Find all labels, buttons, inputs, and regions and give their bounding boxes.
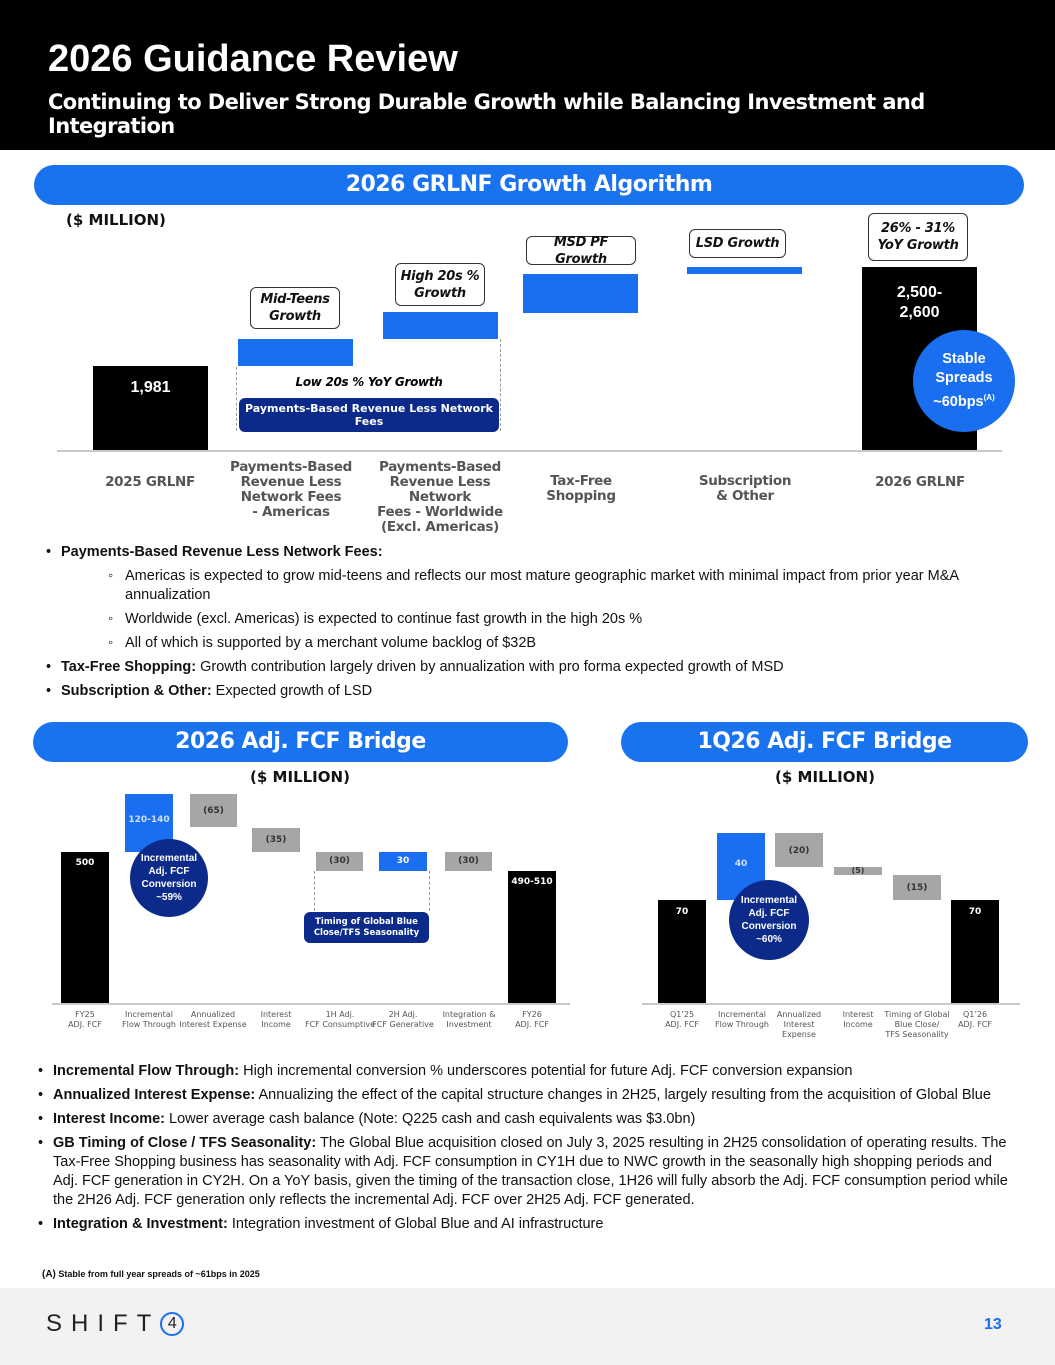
xlabel-incremental: Incremental Flow Through	[122, 1010, 176, 1029]
value-label-2025: 1,981	[130, 379, 171, 396]
bar-worldwide	[383, 312, 498, 339]
bar-fy26	[508, 871, 556, 1003]
value-label-integration: (30)	[458, 856, 479, 866]
timing-label: Timing of Global Blue Close/TFS Seasonality	[304, 912, 429, 943]
bullet-item: • Incremental Flow Through: High incremental conversion % underscores potential for future Adj. FCF conversion expansion	[26, 1062, 1016, 1081]
conversion-badge-1q: Incremental Adj. FCF Conversion ~60%	[729, 880, 809, 960]
bullet-item: • Tax-Free Shopping: Growth contribution largely driven by annualization with pro forma expected growth of MSD	[34, 658, 1014, 677]
bullet-item: • Subscription & Other: Expected growth of LSD	[34, 682, 1014, 701]
logo-circle-icon: 4	[160, 1312, 184, 1336]
xlabel-2h: 2H Adj. FCF Generative	[372, 1010, 434, 1029]
stable-spreads-badge: Stable Spreads ~60bps$^{(A)}$	[913, 330, 1015, 432]
value-label-fy25: 500	[75, 858, 95, 868]
bar-fy25	[61, 852, 109, 1003]
xlabel-1q-interest: Interest Income	[842, 1010, 874, 1029]
value-label-1q-annualized: (20)	[788, 846, 810, 856]
xlabel-americas: Payments-Based Revenue Less Network Fees - Americas	[229, 459, 352, 520]
xlabel-fy26: FY26 ADJ. FCF	[515, 1010, 549, 1029]
grlnf-bullets	[34, 543, 1014, 706]
section-title-fcf-bridge: 2026 Adj. FCF Bridge	[33, 722, 568, 762]
value-label-1q-timing: (15)	[906, 883, 928, 893]
bar-americas	[238, 339, 353, 366]
xlabel-annualized: Annualized Interest Expense	[179, 1010, 247, 1029]
xlabel-1q-annualized: Annualized Interest Expense	[776, 1010, 822, 1039]
value-label-interest-income: (35)	[265, 835, 287, 845]
value-label-q126: 70	[968, 907, 982, 917]
page-title: 2026 Guidance Review	[48, 38, 458, 80]
grlnf-axis	[57, 450, 1002, 452]
callout-americas: Mid-Teens Growth	[250, 287, 340, 329]
fcf-unit-label: ($ MILLION)	[250, 768, 350, 786]
timing-bracket-right	[429, 871, 430, 911]
value-label-2026: 2,500- 2,600	[896, 284, 943, 321]
xlabel-worldwide: Payments-Based Revenue Less Network Fees - Worldwide (Excl. Americas)	[377, 459, 503, 535]
xlabel-q125: Q1’25 ADJ. FCF	[665, 1010, 699, 1029]
xlabel-integration: Integration & Investment	[442, 1010, 496, 1029]
xlabel-interest-income: Interest Income	[260, 1010, 292, 1029]
fcf-bullets	[26, 1062, 1016, 1239]
sub-bullet-item: ◦ Worldwide (excl. Americas) is expected to continue fast growth in the high 20s %	[34, 610, 1014, 629]
timing-bracket-left	[314, 871, 315, 911]
page-number: 13	[984, 1316, 1002, 1333]
fcf-axis	[52, 1003, 570, 1005]
bar-tax-free	[523, 274, 638, 313]
conversion-badge-fy: Incremental Adj. FCF Conversion ~59%	[130, 839, 208, 917]
group-bracket-right	[500, 339, 501, 431]
xlabel-q126: Q1’26 ADJ. FCF	[958, 1010, 992, 1029]
group-annotation: Low 20s % YoY Growth	[295, 375, 443, 389]
section-title-grlnf: 2026 GRLNF Growth Algorithm	[34, 165, 1024, 205]
1q-fcf-unit-label: ($ MILLION)	[775, 768, 875, 786]
value-label-incremental: 120-140	[128, 815, 170, 825]
bullet-item: • Interest Income: Lower average cash balance (Note: Q225 cash and cash equivalents was $3.0bn)	[26, 1110, 1016, 1129]
xlabel-tax-free: Tax-Free Shopping	[546, 473, 616, 504]
callout-worldwide: High 20s % Growth	[395, 263, 485, 306]
bullet-item: • Annualized Interest Expense: Annualizing the effect of the capital structure changes in 2H25, largely resulting from the acquisition of Global Blue	[26, 1086, 1016, 1105]
value-label-1h: (30)	[329, 856, 350, 866]
callout-2026: 26% - 31% YoY Growth	[868, 213, 968, 261]
group-bracket-left	[236, 367, 237, 431]
bar-subscription	[687, 267, 802, 274]
bullet-item: • GB Timing of Close / TFS Seasonality: The Global Blue acquisition closed on July 3, 2025 resulting in 2H25 consolidation of operating results. The Tax-Free Shopping business has seasonality with Adj. FCF consumption in CY1H due to NWC growth in the seasonally high shopping periods and Adj. FCF generation in CY2H. On a YoY basis, given the timing of the transaction close, 1H26 will fully absorb the Adj. FCF consumption period while the 2H26 Adj. FCF generation only reflects the incremental Adj. FCF over 2H25 Adj. FCF generated.	[26, 1134, 1016, 1210]
xlabel-1h: 1H Adj. FCF Consumptive	[304, 1010, 375, 1029]
value-label-annualized: (65)	[203, 806, 224, 816]
value-label-2h: 30	[396, 856, 410, 866]
xlabel-1q-incremental: Incremental Flow Through	[715, 1010, 769, 1029]
callout-tax-free: MSD PF Growth	[526, 236, 636, 265]
callout-subscription: LSD Growth	[689, 229, 786, 258]
shift4-logo: SHIFT 4	[46, 1310, 184, 1338]
bullet-item: • Integration & Investment: Integration investment of Global Blue and AI infrastructure	[26, 1215, 1016, 1234]
xlabel-1q-timing: Timing of Global Blue Close/ TFS Seasonality	[884, 1010, 950, 1039]
bullet-item: • Payments-Based Revenue Less Network Fees:	[34, 543, 1014, 562]
xlabel-2025-grlnf: 2025 GRLNF	[105, 474, 195, 490]
page-subtitle: Continuing to Deliver Strong Durable Growth while Balancing Investment and Integration	[48, 90, 925, 138]
xlabel-fy25: FY25 ADJ. FCF	[68, 1010, 102, 1029]
sub-bullet-item: ◦ All of which is supported by a merchant volume backlog of $32B	[34, 634, 1014, 653]
group-label-payments: Payments-Based Revenue Less Network Fees	[239, 398, 499, 432]
footnote: (A) Stable from full year spreads of ~61bps in 2025	[42, 1269, 260, 1280]
section-title-1q-fcf-bridge: 1Q26 Adj. FCF Bridge	[621, 722, 1028, 762]
1q-fcf-axis	[642, 1003, 1020, 1005]
value-label-1q-interest: (5)	[851, 866, 865, 875]
sub-bullet-item: ◦ Americas is expected to grow mid-teens and reflects our most mature geographic market with minimal impact from prior year M&A annualization	[34, 567, 1014, 605]
value-label-fy26: 490-510	[511, 877, 553, 887]
xlabel-subscription: Subscription & Other	[698, 473, 792, 504]
value-label-1q-incremental: 40	[734, 859, 748, 869]
grlnf-unit-label: ($ MILLION)	[66, 211, 166, 229]
xlabel-2026-grlnf: 2026 GRLNF	[875, 474, 965, 490]
value-label-q125: 70	[675, 907, 689, 917]
